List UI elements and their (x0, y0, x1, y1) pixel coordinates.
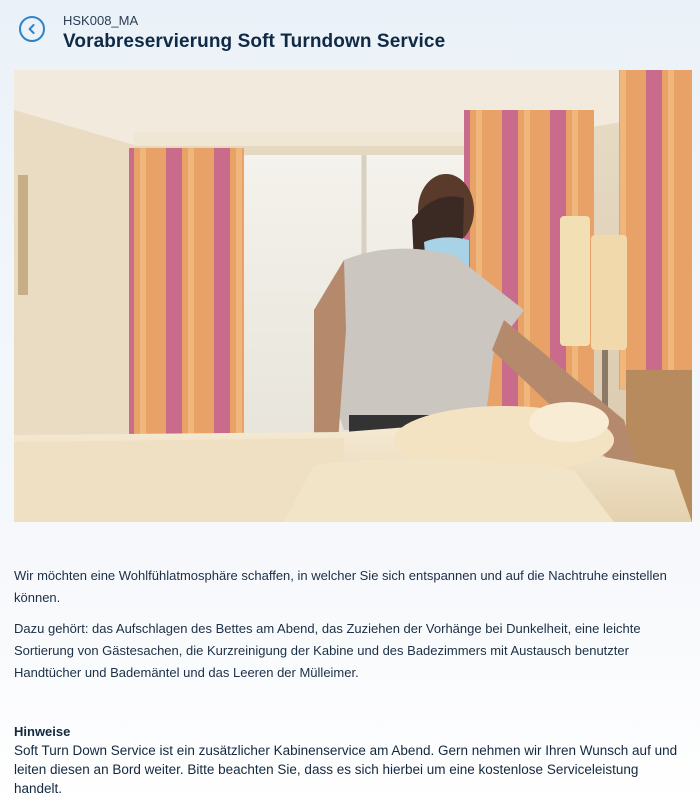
notes-text: Soft Turn Down Service ist ein zusätzlicher Kabinenservice am Abend. Gern nehmen wir Ihren Wunsch auf und leiten diesen an Bord weiter. Bitte beachten Sie, dass es sich hierbei um eine kostenlose Serviceleistung handelt. (14, 743, 678, 796)
service-code: HSK008_MA (63, 13, 139, 28)
notes-heading: Hinweise (14, 724, 71, 739)
header (0, 0, 700, 64)
page-title: Vorabreservierung Soft Turndown Service (63, 31, 446, 52)
service-photo (14, 70, 692, 522)
notes-section (14, 722, 686, 798)
description-paragraph: Dazu gehört: das Aufschlagen des Bettes am Abend, das Zuziehen der Vorhänge bei Dunkelheit, eine leichte Sortierung von Gästesachen, die Kurzreinigung der Kabine und des Badezimmers mit Austausch benutzter Handtücher und Bademäntel und das Leeren der Mülleimer. (14, 621, 641, 680)
cabin-housekeeping-image (14, 70, 692, 522)
description-paragraph: Wir möchten eine Wohlfühlatmosphäre schaffen, in welcher Sie sich entspannen und auf die Nachtruhe einstellen können. (14, 568, 667, 605)
chevron-left-icon (26, 23, 38, 35)
back-button[interactable] (19, 16, 45, 42)
service-description (14, 565, 682, 693)
